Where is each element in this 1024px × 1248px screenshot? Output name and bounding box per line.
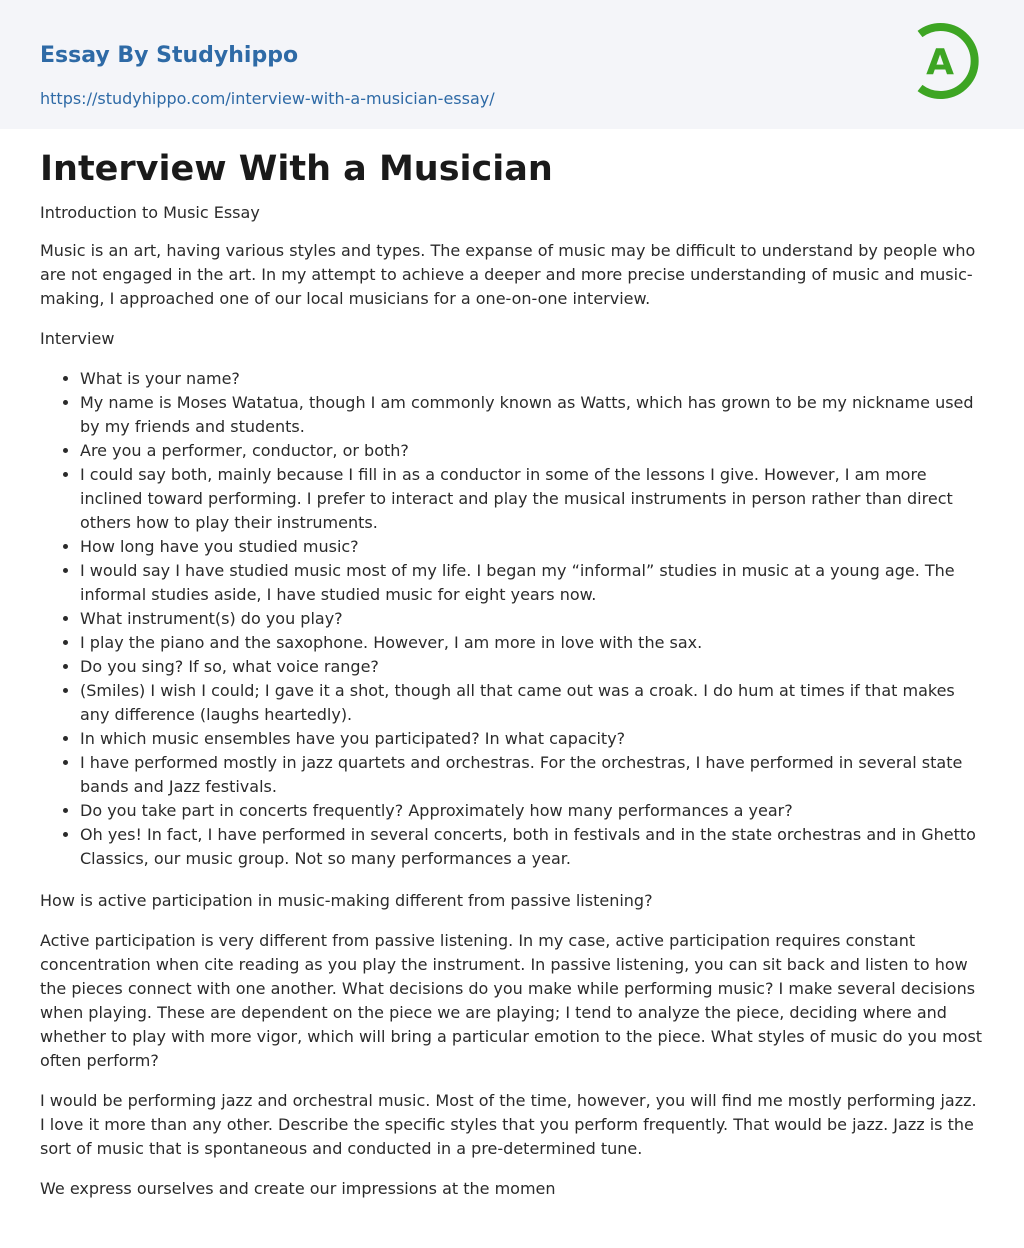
- list-item: • What instrument(s) do you play?: [80, 607, 984, 631]
- list-item: • (Smiles) I wish I could; I gave it a shot, though all that came out was a croak. I do hum at times if that makes any difference (laughs heartedly).: [80, 679, 984, 727]
- list-item: • In which music ensembles have you participated? In what capacity?: [80, 727, 984, 751]
- article-title: Interview With a Musician: [40, 149, 553, 189]
- list-item: • Do you take part in concerts frequently? Approximately how many performances a year?: [80, 799, 984, 823]
- list-item: • What is your name?: [80, 367, 984, 391]
- body-paragraph: I would be performing jazz and orchestral music. Most of the time, however, you will find me mostly performing jazz. I love it more than any other. Describe the specific styles that you perform frequently. That would be jazz. Jazz is the sort of music that is spontaneous and conducted in a pre-determined tune.: [40, 1091, 977, 1158]
- list-item: • Oh yes! In fact, I have performed in several concerts, both in festivals and in the state orchestras and in Ghetto Classics, our music group. Not so many performances a year.: [80, 823, 984, 871]
- list-item: • I would say I have studied music most of my life. I began my “informal” studies in music at a young age. The informal studies aside, I have studied music for eight years now.: [80, 559, 984, 607]
- list-item: • Do you sing? If so, what voice range?: [80, 655, 984, 679]
- studyhippo-logo-icon[interactable]: [912, 18, 986, 106]
- article: [0, 129, 1024, 1201]
- question-heading: How is active participation in music-making different from passive listening?: [40, 891, 653, 910]
- list-item: • I play the piano and the saxophone. However, I am more in love with the sax.: [80, 631, 984, 655]
- list-item: • I have performed mostly in jazz quartets and orchestras. For the orchestras, I have performed in several state bands and Jazz festivals.: [80, 751, 984, 799]
- interview-heading: Interview: [40, 329, 115, 348]
- intro-paragraph: Music is an art, having various styles and types. The expanse of music may be difficult to understand by people who are not engaged in the art. In my attempt to achieve a deeper and more precise understanding of music and music-making, I approached one of our local musicians for a one-on-one interview.: [40, 241, 976, 308]
- list-item: • Are you a performer, conductor, or both?: [80, 439, 984, 463]
- body-paragraph: We express ourselves and create our impressions at the momen: [40, 1179, 556, 1198]
- body-paragraph: Active participation is very different from passive listening. In my case, active participation requires constant concentration when cite reading as you play the instrument. In passive listening, you can sit back and listen to how the pieces connect with one another. What decisions do you make while performing music? I make several decisions when playing. These are dependent on the piece we are playing; I tend to analyze the piece, deciding where and whether to play with more vigor, which will bring a particular emotion to the piece. What styles of music do you most often perform?: [40, 931, 983, 1070]
- list-item: • I could say both, mainly because I fill in as a conductor in some of the lessons I give. However, I am more inclined toward performing. I prefer to interact and play the musical instruments in person rather than direct others how to play their instruments.: [80, 463, 984, 535]
- article-subtitle: Introduction to Music Essay: [40, 203, 260, 222]
- site-header: [0, 0, 1024, 129]
- article-url-link[interactable]: https://studyhippo.com/interview-with-a-musician-essay/: [40, 89, 495, 108]
- list-item: • My name is Moses Watatua, though I am commonly known as Watts, which has grown to be my nickname used by my friends and students.: [80, 391, 984, 439]
- list-item: • How long have you studied music?: [80, 535, 984, 559]
- interview-list: [40, 367, 984, 871]
- logo-letter: A: [926, 42, 954, 83]
- site-title[interactable]: Essay By Studyhippo: [40, 43, 299, 68]
